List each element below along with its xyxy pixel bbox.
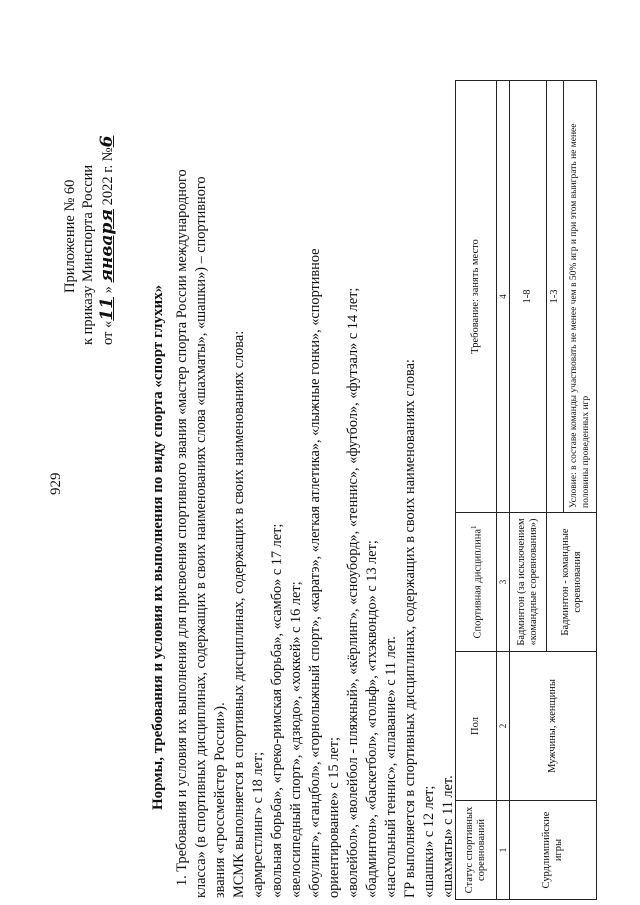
table-header-status: Статус спортивных соревнований <box>456 801 497 900</box>
table-cell-place: 1-8 <box>510 81 547 513</box>
paragraph-line: ориентирование» с 15 лет; <box>326 737 342 898</box>
table-number-row <box>497 81 510 900</box>
paragraph-line: «армрестлинг» с 18 лет; <box>250 751 266 898</box>
table-header-gender: Пол <box>456 652 497 801</box>
table-cell-gender: Мужчины, женщины <box>510 652 597 801</box>
paragraph-line: «бадминтон», «баскетбол», «гольф», «тхэквондо» с 13 лет; <box>364 540 380 898</box>
paragraph-line: МСМК выполняется в спортивных дисциплинах, содержащих в своих наименованиях слова: <box>231 330 247 898</box>
paragraph-line: класса» (в спортивных дисциплинах, содержащих в своих наименованиях слова «шахматы», «шашки») – спортивного <box>193 176 209 898</box>
paragraph-line: 1. Требования и условия их выполнения для присвоения спортивного звания «мастер спорта России международного <box>174 169 190 886</box>
table-cell-discipline: Бадминтон - командные соревнования <box>547 513 597 652</box>
document-title: Нормы, требования и условия их выполнения по виду спорта «спорт глухих» <box>150 284 166 810</box>
table-cell-place: 1-3 <box>547 81 564 513</box>
page-number: 929 <box>48 472 64 495</box>
appendix-date-mid: » <box>100 286 116 294</box>
table-cell-status: Сурдлимпийские игры <box>510 801 597 900</box>
table-header-row <box>456 81 497 900</box>
appendix-date-year: 2022 г. № <box>100 147 116 206</box>
paragraph-line: «волейбол», «волейбол - пляжный», «кёрлинг», «сноуборд», «теннис», «футбол», «футзал» с 14 лет; <box>345 287 361 898</box>
requirements-table <box>455 80 597 900</box>
paragraph-line: «боулинг», «гандбол», «горнолыжный спорт», «каратэ», «легкая атлетика», «лыжные гонки», «спортивное <box>307 248 323 898</box>
appendix-line-2: к приказу Минспорта России <box>80 164 96 345</box>
table-col-number: 2 <box>497 652 510 801</box>
table-row <box>510 81 547 900</box>
table-col-number: 3 <box>497 513 510 652</box>
appendix-line-1: Приложение № 60 <box>62 179 78 293</box>
table-cell-condition: Условие: в составе команды участвовать не менее чем в 50% игр и при этом выиграть не менее половины проведенных игр <box>564 81 597 513</box>
paragraph-line: «шашки» с 12 лет; <box>421 785 437 898</box>
table-header-place: Требование: занять место <box>456 81 497 513</box>
paragraph-line: «шахматы» с 11 лет. <box>440 775 456 898</box>
footnote-mark: 1 <box>469 525 478 529</box>
table-col-number: 4 <box>497 81 510 513</box>
paragraph-line: ГР выполняется в спортивных дисциплинах, содержащих в своих наименованиях слова: <box>402 359 418 898</box>
appendix-date-day: 11 <box>97 297 117 321</box>
appendix-date-prefix: от « <box>100 320 116 345</box>
table-header-discipline: Спортивная дисциплина$^1$ <box>456 513 497 652</box>
table-col-number: 1 <box>497 801 510 900</box>
paragraph-line: звания «гроссмейстер России»). <box>212 702 228 898</box>
paragraph-line: «велосипедный спорт», «дзюдо», «хоккей» с 16 лет; <box>288 581 304 898</box>
appendix-line-3 <box>97 136 117 345</box>
table-cell-discipline: Бадминтон (за исключением «командные соревнования») <box>510 513 547 652</box>
appendix-date-month: января <box>97 209 117 283</box>
appendix-order-number: 6 <box>97 135 117 148</box>
paragraph-line: «вольная борьба», «греко-римская борьба», «самбо» с 17 лет; <box>269 523 285 898</box>
paragraph-line: «настольный теннис», «плавание» с 11 лет. <box>383 636 399 898</box>
